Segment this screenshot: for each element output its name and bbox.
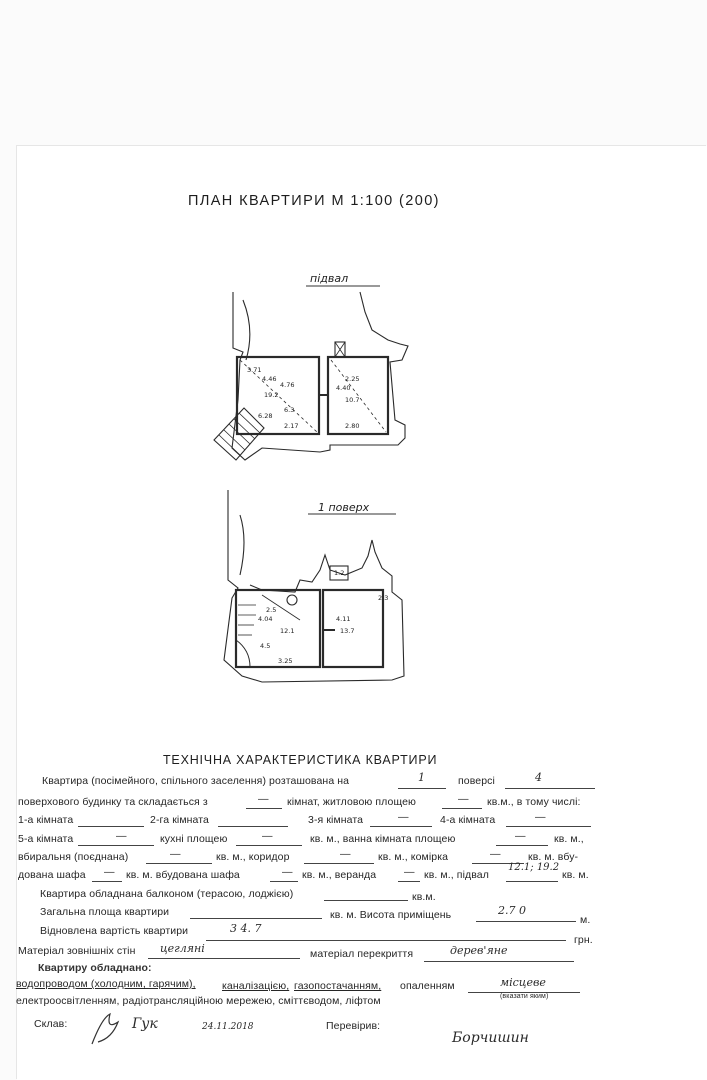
line6-a: дована шафа bbox=[18, 869, 86, 881]
bath-unit: кв. м., bbox=[554, 833, 584, 845]
floor1-extra-5: 4.5 bbox=[260, 642, 271, 650]
walls-label: Матеріал зовнішніх стін bbox=[18, 945, 136, 957]
line6-b: кв. м. вбудована шафа bbox=[126, 869, 240, 881]
basement-room2-area: 10.7 bbox=[345, 396, 360, 404]
height-value: 2.7 0 bbox=[498, 904, 526, 917]
basement-extra-1: 6.3 bbox=[284, 406, 295, 414]
walls-value: цегляні bbox=[160, 942, 205, 955]
height-label: кв. м. Висота приміщень bbox=[330, 909, 452, 921]
bath-value: — bbox=[515, 830, 526, 842]
balcony-unit: кв.м. bbox=[412, 891, 436, 903]
floor1-extra-2: 2.3 bbox=[378, 594, 389, 602]
veranda-value: — bbox=[404, 866, 415, 878]
room5-label: 5-а кімната bbox=[18, 833, 74, 845]
floor1-room1-dims: 4.04 bbox=[258, 615, 273, 623]
room4-value: — bbox=[535, 811, 546, 823]
wc-label: вбиральня (поєднана) bbox=[18, 851, 129, 863]
floor1-room1-area: 12.1 bbox=[280, 627, 295, 635]
basement-label: підвал bbox=[310, 272, 349, 285]
basement-extra-4: 3.71 bbox=[247, 366, 262, 374]
floor1-extra-3: 1.2 bbox=[334, 569, 345, 577]
basement-room1-dim2: 4.76 bbox=[280, 381, 295, 389]
specs-line2-a: поверхового будинку та складається з bbox=[18, 796, 208, 808]
kitchen-value: — bbox=[262, 830, 273, 842]
room3-label: 3-я кімната bbox=[308, 814, 364, 826]
store-value: — bbox=[490, 848, 501, 860]
bath-label: кв. м., ванна кімната площею bbox=[310, 833, 456, 845]
specs-line2-b: кімнат, житловою площею bbox=[287, 796, 416, 808]
specs-line1-b: поверсі bbox=[458, 775, 495, 787]
equip-line2: електроосвітленням, радіотрансляційною мережею, сміттєводом, ліфтом bbox=[16, 995, 381, 1007]
basement-area-value: 12.1; 19.2 bbox=[508, 862, 560, 873]
room2-label: 2-га кімната bbox=[150, 814, 209, 826]
line6-e: кв. м. bbox=[562, 869, 589, 881]
uah-unit: грн. bbox=[574, 934, 593, 946]
composed-label: Склав: bbox=[34, 1018, 68, 1030]
specs-line1-a: Квартира (посімейного, спільного заселення) розташована на bbox=[42, 775, 350, 787]
storeys-value: 4 bbox=[535, 771, 542, 784]
composed-date: 24.11.2018 bbox=[202, 1022, 254, 1032]
wc-value: — bbox=[170, 848, 181, 860]
builtin-value: — bbox=[282, 866, 293, 878]
line6-d: кв. м., підвал bbox=[424, 869, 489, 881]
ceiling-label: матеріал перекриття bbox=[310, 948, 414, 960]
basement-room2-dim2: 4.40 bbox=[336, 384, 351, 392]
heating-value: місцеве bbox=[500, 976, 546, 989]
basement-room2-dim1: 2.25 bbox=[345, 375, 360, 383]
kitchen-label: кухні площею bbox=[160, 833, 228, 845]
floor-value: 1 bbox=[418, 771, 425, 784]
floor1-extra-1: 3.25 bbox=[278, 657, 293, 665]
specs-line2-c: кв.м., в тому числі: bbox=[487, 796, 581, 808]
room1-label: 1-а кімната bbox=[18, 814, 74, 826]
floor1-label: 1 поверх bbox=[318, 501, 370, 514]
equip-heating: опаленням bbox=[400, 980, 455, 992]
equip-water: водопроводом (холодним, гарячим), bbox=[16, 978, 196, 990]
basement-extra-5: 6.28 bbox=[258, 412, 273, 420]
basement-extra-3: 2.80 bbox=[345, 422, 360, 430]
basement-room1-dim1: 4.46 bbox=[262, 375, 277, 383]
corridor-value: — bbox=[340, 848, 351, 860]
plan-title: ПЛАН КВАРТИРИ М 1:100 (200) bbox=[188, 193, 440, 209]
floor1-extra-4: 2.5 bbox=[266, 606, 277, 614]
corridor-label: кв. м., коридор bbox=[216, 851, 290, 863]
heating-hint: (вказати яким) bbox=[500, 993, 549, 1000]
checked-label: Перевірив: bbox=[326, 1020, 381, 1032]
height-unit: м. bbox=[580, 914, 591, 926]
equip-gas: газопостачанням, bbox=[294, 980, 382, 992]
basement-room1-area: 19.2 bbox=[264, 391, 279, 399]
ceiling-value: дерев'яне bbox=[450, 944, 508, 957]
room5-value: — bbox=[116, 830, 127, 842]
checked-signature: Борчишин bbox=[452, 1030, 529, 1046]
basement-extra-2: 2.17 bbox=[284, 422, 299, 430]
room4-label: 4-а кімната bbox=[440, 814, 496, 826]
room3-value: — bbox=[398, 811, 409, 823]
restore-label: Відновлена вартість квартири bbox=[40, 925, 189, 937]
living-value: — bbox=[458, 793, 469, 805]
specs-title: ТЕХНІЧНА ХАРАКТЕРИСТИКА КВАРТИРИ bbox=[163, 753, 438, 767]
wardrobe-value: — bbox=[104, 866, 115, 878]
balcony-label: Квартира обладнана балконом (терасою, лоджією) bbox=[40, 888, 294, 900]
store-label: кв. м., комірка bbox=[378, 851, 449, 863]
wardrobe-label: кв. м. вбу- bbox=[528, 851, 579, 863]
equip-sewer: каналізацією, bbox=[222, 980, 290, 992]
restore-value: 3 4. 7 bbox=[230, 922, 262, 935]
line6-c: кв. м., веранда bbox=[302, 869, 377, 881]
floor1-room2-dims: 4.11 bbox=[336, 615, 351, 623]
rooms-value: — bbox=[258, 793, 269, 805]
composed-signature: Гук bbox=[132, 1016, 158, 1032]
total-area-label: Загальна площа квартири bbox=[40, 906, 170, 918]
equipped-label: Квартиру обладнано: bbox=[38, 962, 152, 974]
floor1-room2-area: 13.7 bbox=[340, 627, 355, 635]
